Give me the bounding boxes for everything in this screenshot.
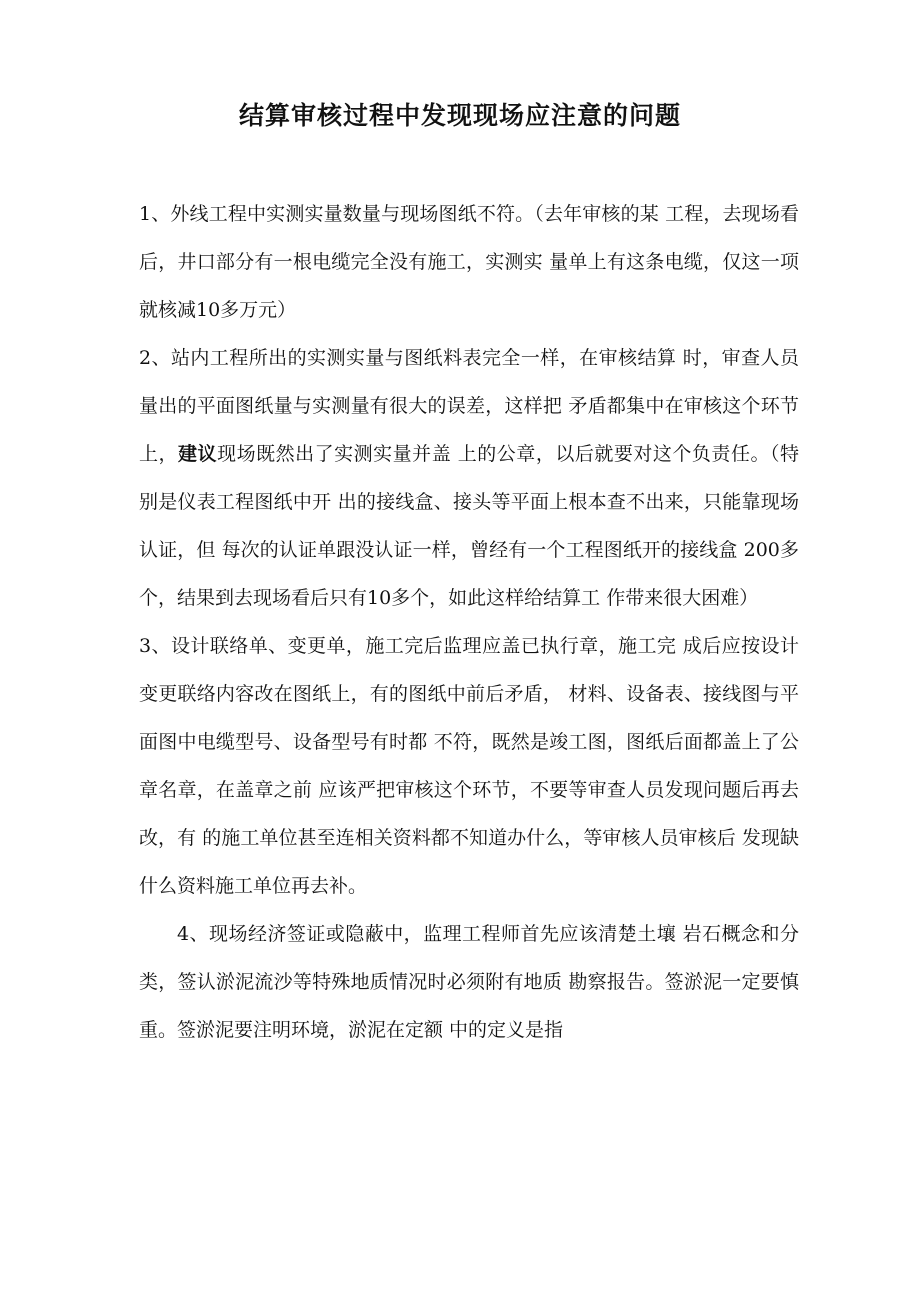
paragraph-2-text-before: 2、站内工程所出的实测实量与图纸料表完全一样，在审核结算 时，审查人员量出的平面图纸量与实测量有很大的误差，这样把 矛盾都集中在审核这个环节上，: [139, 347, 799, 465]
paragraph-4: 4、现场经济签证或隐蔽中，监理工程师首先应该清楚土壤 岩石概念和分类，签认淤泥流沙等特殊地质情况时必须附有地质 勘察报告。签淤泥一定要慎重。签淤泥要注明环境，淤泥在定额 中的定义是指: [139, 923, 799, 1041]
document-body: [139, 190, 799, 1054]
paragraph-2-text-after: 现场既然出了实测实量并盖 上的公章，以后就要对这个负责任。（特别是仪表工程图纸中开 出的接线盒、接头等平面上根本查不出来，只能靠现场认证，但 每次的认证单跟没认证一样，曾经有一个工程图纸开的接线盒 200多个，结果到去现场看后只有10多个，如此这样给结算工 作带来很大困难）: [139, 443, 799, 609]
paragraph-1: 1、外线工程中实测实量数量与现场图纸不符。（去年审核的某 工程，去现场看后，井口部分有一根电缆完全没有施工，实测实 量单上有这条电缆，仅这一项就核减10多万元）: [139, 203, 799, 321]
paragraph-2: [139, 334, 799, 622]
paragraph-2-bold-suggestion: 建议: [178, 443, 218, 465]
page-title: 结算审核过程中发现现场应注意的问题: [238, 101, 681, 130]
paragraph-3: 3、设计联络单、变更单，施工完后监理应盖已执行章，施工完 成后应按设计变更联络内容改在图纸上，有的图纸中前后矛盾， 材料、设备表、接线图与平面图中电缆型号、设备型号有时都 不符，既然是竣工图，图纸后面都盖上了公章名章，在盖章之前 应该严把审核这个环节，不要等审查人员发现问题后再去改，有 的施工单位甚至连相关资料都不知道办什么，等审核人员审核后 发现缺什么资料施工单位再去补。: [139, 635, 799, 897]
